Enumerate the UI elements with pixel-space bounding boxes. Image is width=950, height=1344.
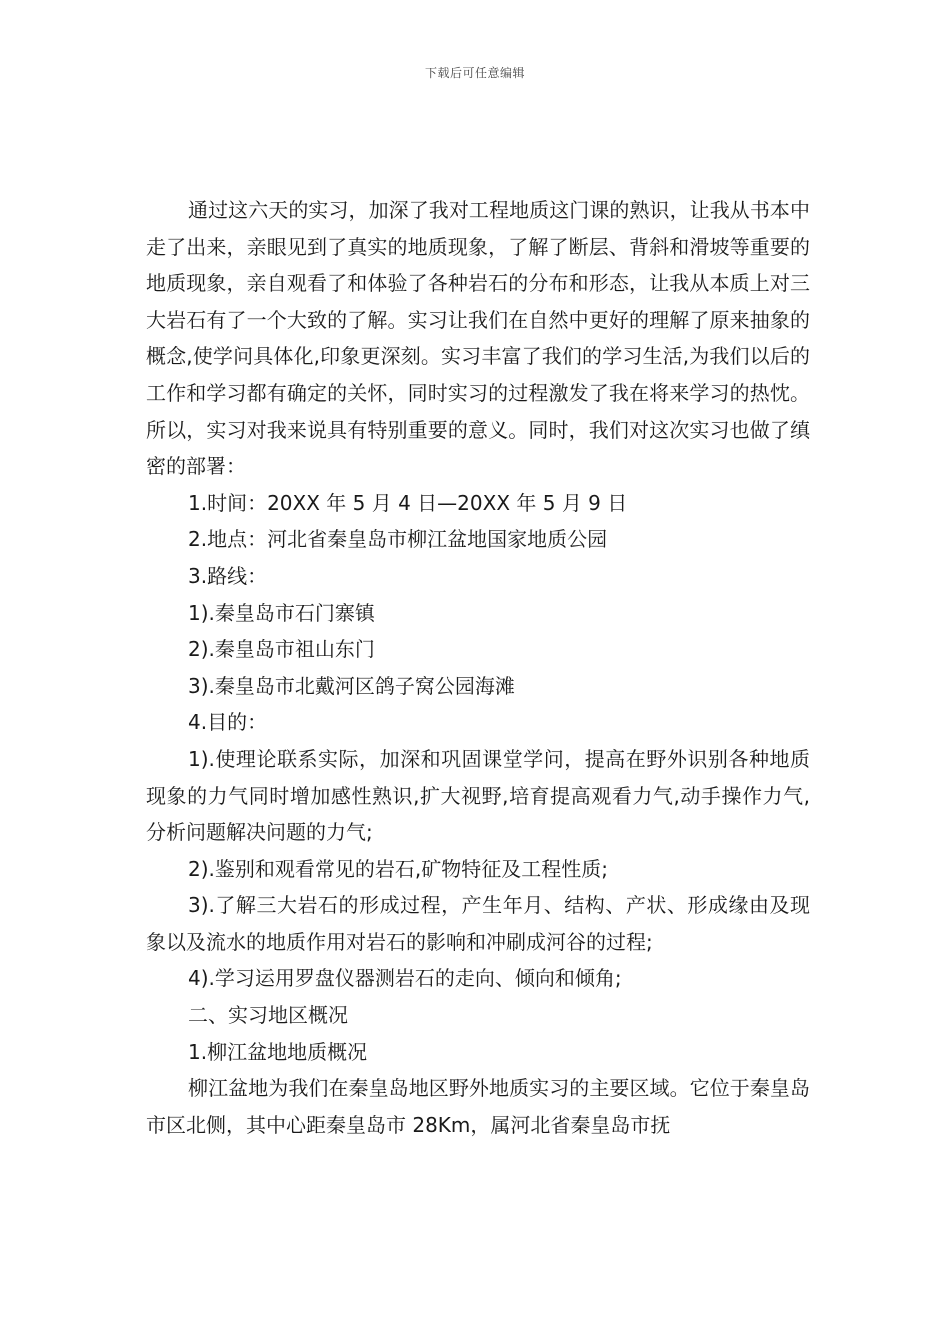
route-item: 1).秦皇岛市石门寨镇 xyxy=(188,600,375,625)
purpose-item: 3).了解三大岩石的形成过程，产生年月、结构、产状、形成缘由及现象以及流水的地质作用对岩石的影响和冲刷成河谷的过程; xyxy=(146,893,810,954)
route-title: 3.路线： xyxy=(188,563,268,588)
route-item: 3).秦皇岛市北戴河区鸽子窝公园海滩 xyxy=(188,673,515,698)
place-line: 2.地点：河北省秦皇岛市柳江盆地国家地质公园 xyxy=(188,527,608,552)
section-paragraph: 柳江盆地为我们在秦皇岛地区野外地质实习的主要区域。它位于秦皇岛市区北侧，其中心距秦皇岛市 28Km，属河北省秦皇岛市抚 xyxy=(146,1076,810,1137)
subsection-heading: 1.柳江盆地地质概况 xyxy=(188,1039,368,1064)
purpose-item: 1).使理论联系实际，加深和巩固课堂学问，提高在野外识别各种地质现象的力气同时增加感性熟识,扩大视野,培育提高观看力气,动手操作力气,分析问题解决问题的力气; xyxy=(146,746,810,845)
page-header-note: 下载后可任意编辑 xyxy=(424,66,525,80)
route-item: 2).秦皇岛市祖山东门 xyxy=(188,637,375,662)
purpose-item: 2).鉴别和观看常见的岩石,矿物特征及工程性质; xyxy=(188,856,608,881)
document-body xyxy=(146,192,810,1143)
purpose-item: 4).学习运用罗盘仪器测岩石的走向、倾向和倾角; xyxy=(188,966,622,991)
time-line: 1.时间：20XX 年 5 月 4 日—20XX 年 5 月 9 日 xyxy=(188,490,628,515)
section-heading: 二、实习地区概况 xyxy=(188,1003,348,1028)
purpose-title: 4.目的： xyxy=(188,710,268,735)
intro-paragraph: 通过这六天的实习，加深了我对工程地质这门课的熟识，让我从书本中走了出来，亲眼见到了真实的地质现象，了解了断层、背斜和滑坡等重要的地质现象，亲自观看了和体验了各种岩石的分布和形态，让我从本质上对三大岩石有了一个大致的了解。实习让我们在自然中更好的理解了原来抽象的概念,使学问具体化,印象更深刻。实习丰富了我们的学习生活,为我们以后的工作和学习都有确定的关怀，同时实习的过程激发了我在将来学习的热忱。所以，实习对我来说具有特别重要的意义。同时，我们对这次实习也做了缜密的部署： xyxy=(146,198,810,479)
